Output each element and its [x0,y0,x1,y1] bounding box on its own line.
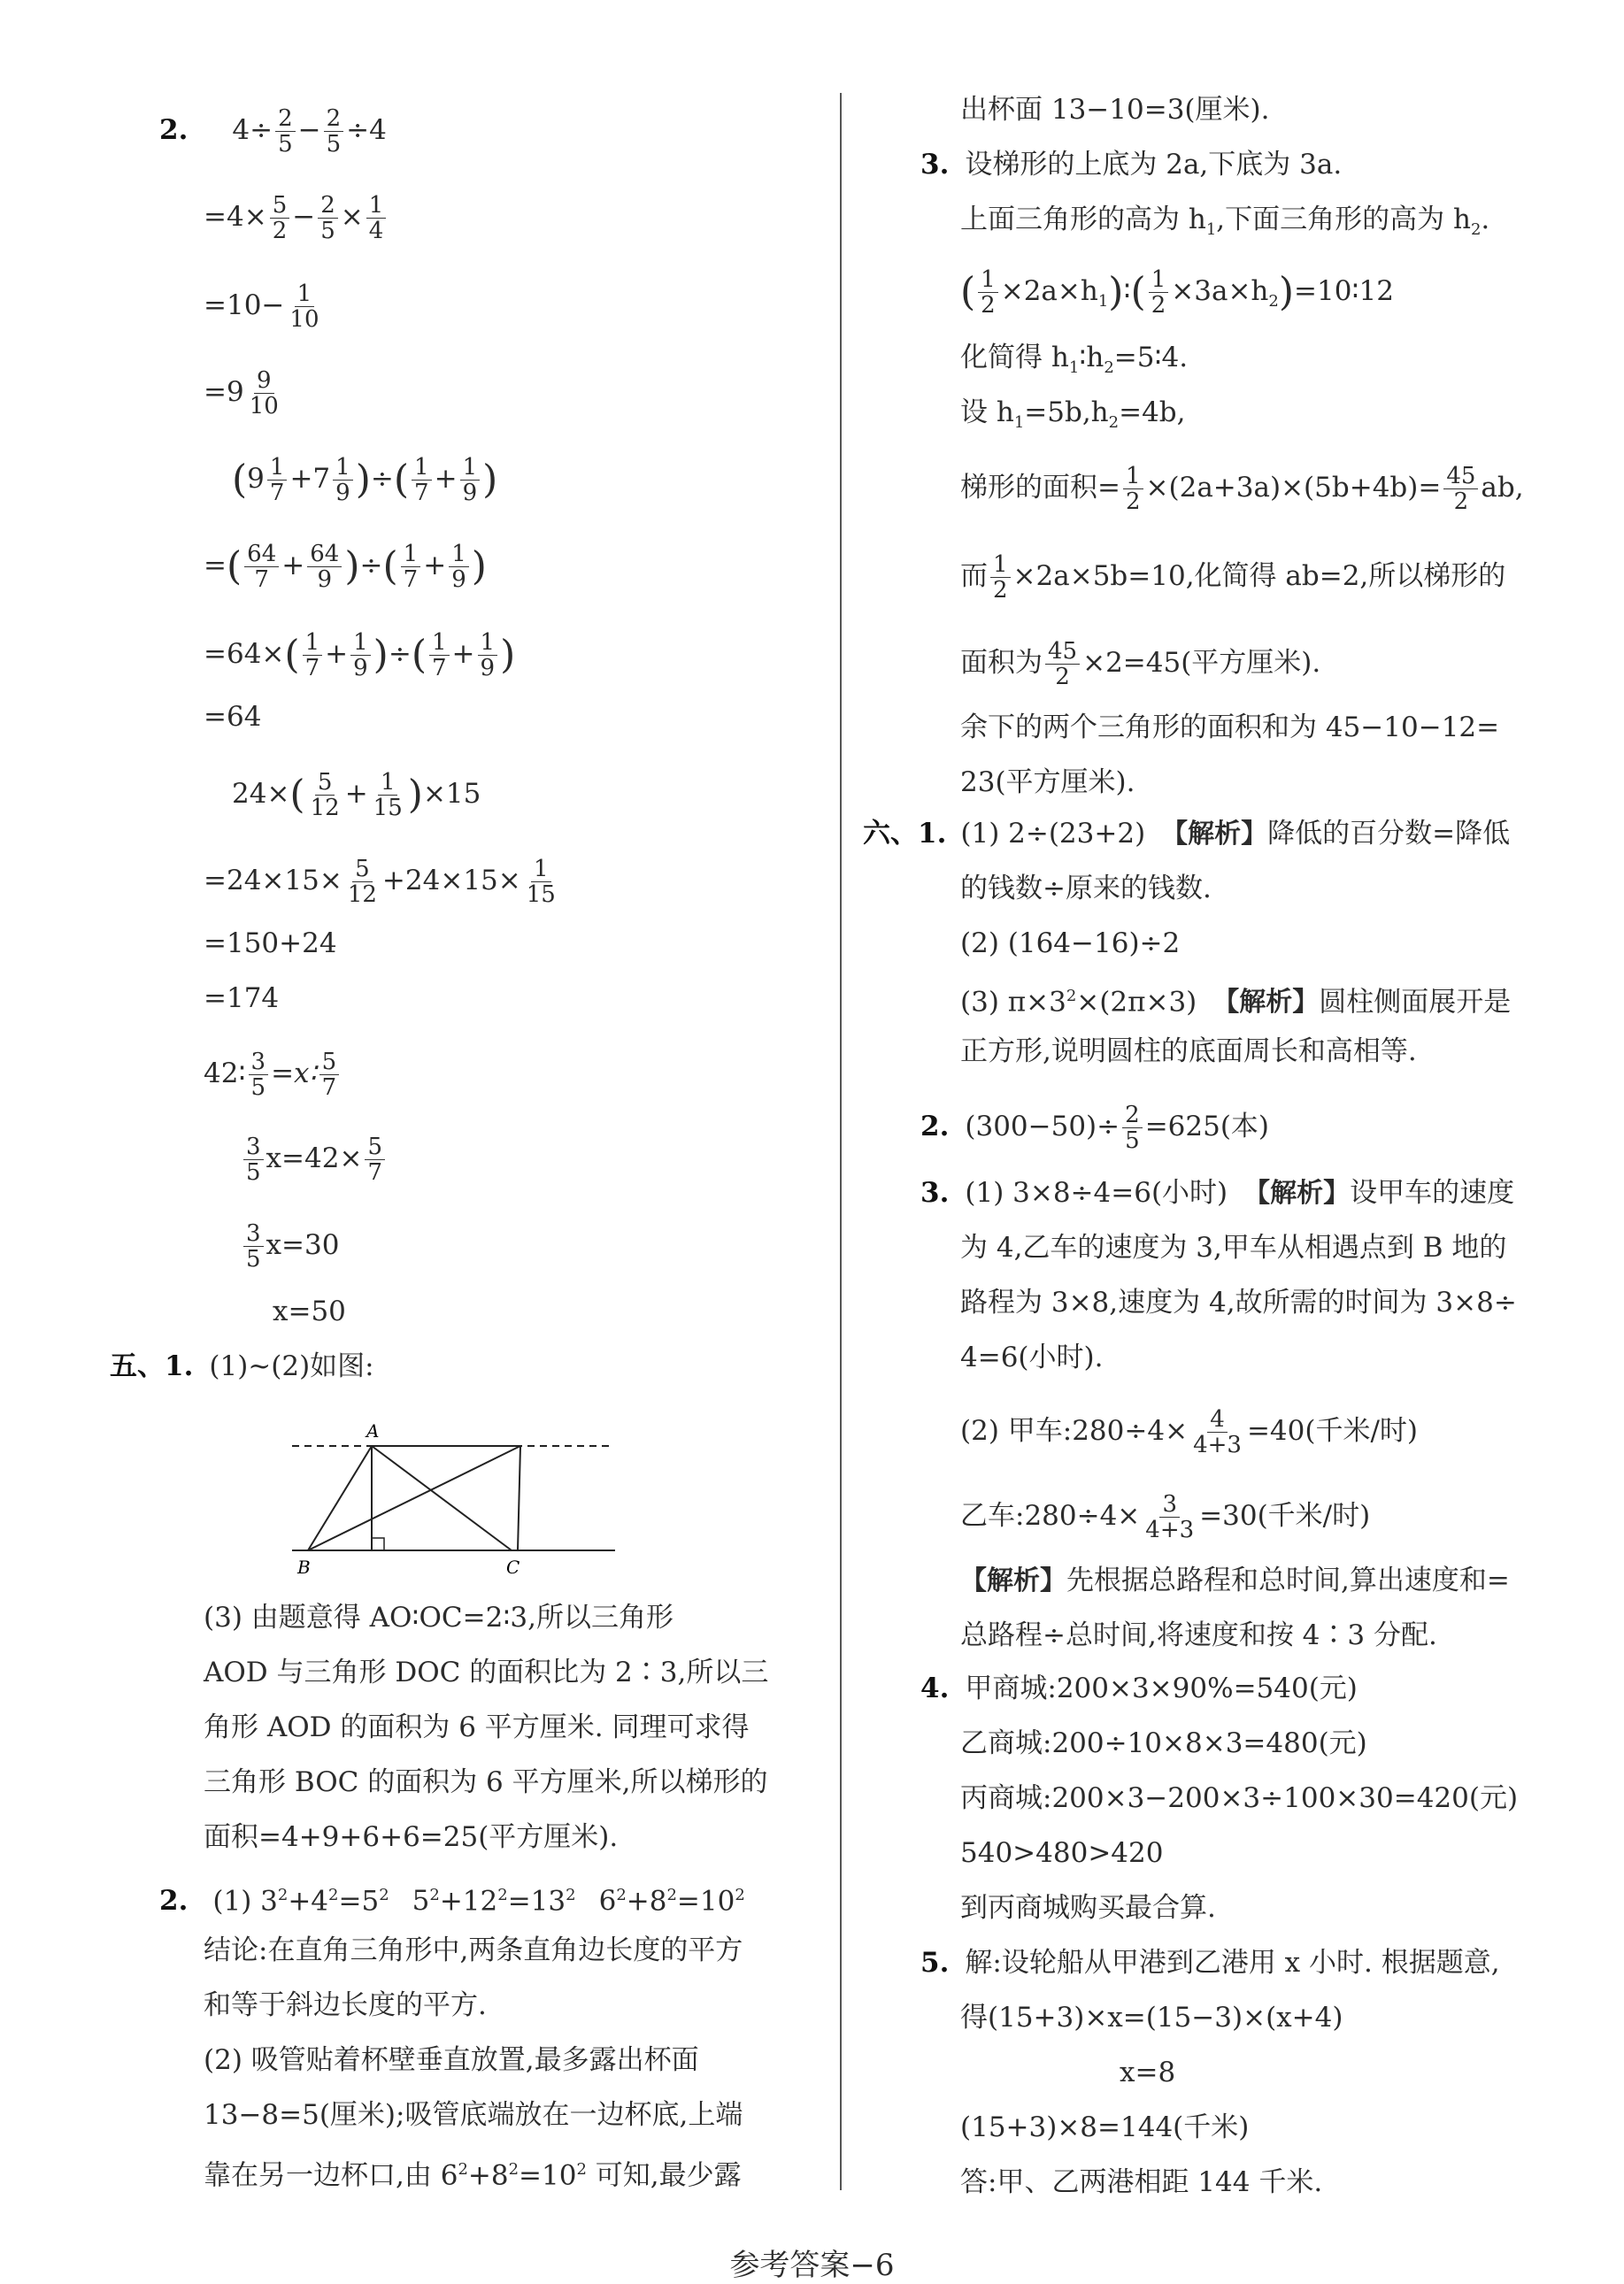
math-line: (9 $\frac{1}{7}$ +7 $\frac{1}{9}$ )÷( $\frac{1}{7}$ + $\frac{1}{9}$ ) [232,454,498,506]
text-line: (3) 由题意得 AO∶OC=2∶3,所以三角形 [204,1602,673,1634]
text-line: 角形 AOD 的面积为 6 平方厘米. 同理可求得 [204,1711,750,1743]
math-line: 而 $\frac{1}{2}$ ×2a×5b=10,化简得 ab=2,所以梯形的 [960,551,1506,604]
section-5-q2: 2. (1) $3^2+4^2=5^2$ $5^2+12^2=13^2$ $6^2+8^2=10^2$ [159,1885,745,1918]
trapezoid-figure [283,1416,637,1584]
text-line: 化简得 $h_1∶h_2=5∶4$. [960,342,1189,378]
text-line: 出杯面 13−10=3(厘米). [960,94,1270,126]
text-line: (3) $\pi\times 3^2\times(2\pi\times 3)$ 【解析】圆柱侧面展开是 [960,986,1512,1019]
math-line: $\frac{3}{5}$ x=42× $\frac{5}{7}$ [241,1134,388,1185]
text-line: 为 4,乙车的速度为 3,甲车从相遇点到 B 地的 [960,1232,1507,1264]
text-line: 的钱数÷原来的钱数. [960,873,1212,904]
section-6-q5: 5. 解:设轮船从甲港到乙港用 x 小时. 根据题意, [920,1947,1500,1979]
text-line: 设 $h_1=5b,h_2=4b$, [960,396,1186,433]
text-line: 13−8=5(厘米);吸管底端放在一边杯底,上端 [204,2099,743,2131]
text-line: (15+3)×8=144(千米) [960,2111,1250,2143]
math-line: =174 [204,982,280,1014]
edge-a-c [372,1446,512,1550]
column-divider [840,93,842,2190]
text-line: (2) (164−16)÷2 [960,927,1181,959]
math-line: =10− $\frac{1}{10}$ [204,281,319,333]
text-line: x=8 [1120,2057,1176,2088]
page-footer: 参考答案−6 [729,2248,895,2283]
text-line: 23(平方厘米). [960,766,1135,798]
text-line: 正方形,说明圆柱的底面周长和高相等. [960,1035,1417,1067]
text-line: 540>480>420 [960,1837,1164,1869]
text-line: 余下的两个三角形的面积和为 45−10−12= [960,711,1500,743]
text-line: 上面三角形的高为 $h_1$,下面三角形的高为 $h_2$. [960,204,1490,240]
text-line: 三角形 BOC 的面积为 6 平方厘米,所以梯形的 [204,1766,768,1798]
text-line: 总路程÷总时间,将速度和按 4∶3 分配. [960,1619,1437,1651]
math-line: ( $\frac{1}{2}$ $\times 2a\times h_1)∶$( $\frac{1}{2}$ $\times 3a\times h_2)=10∶12$ [960,266,1394,319]
math-line: 乙车:280÷4× $\frac{3}{4+3}$ =30(千米/时) [960,1491,1371,1543]
text-line: 靠在另一边杯口,由 $6^2+8^2=10^2$ 可知,最少露 [204,2159,742,2192]
math-line: =150+24 [204,927,337,959]
section-6-q4: 4. 甲商城:200×3×90%=540(元) [920,1673,1358,1704]
math-line: 42∶ $\frac{3}{5}$ =x∶ $\frac{5}{7}$ [204,1050,342,1100]
label-b: B [297,1557,311,1578]
question-3: 3. 设梯形的上底为 2a,下底为 3a. [920,149,1343,181]
section-6-q2: 2. (300−50)÷ $\frac{2}{5}$ =625(本) [920,1102,1270,1154]
text-line: 乙商城:200÷10×8×3=480(元) [960,1727,1367,1759]
right-angle-mark [372,1538,384,1550]
edge-dc [518,1446,520,1550]
text-line: 【解析】先根据总路程和总时间,算出速度和= [960,1565,1510,1596]
math-line: 面积为 $\frac{45}{2}$ ×2=45(平方厘米). [960,638,1321,690]
text-line: 得(15+3)×x=(15−3)×(x+4) [960,2002,1343,2034]
math-line: $\frac{3}{5}$ x=30 [241,1221,339,1272]
section-5-q1: 五、1. (1)~(2)如图: [110,1350,374,1382]
text-line: 路程为 3×8,速度为 4,故所需的时间为 3×8÷ [960,1287,1517,1319]
section-6-q3: 3. (1) 3×8÷4=6(小时) 【解析】设甲车的速度 [920,1177,1515,1209]
text-line: AOD 与三角形 DOC 的面积比为 2∶3,所以三 [204,1657,769,1688]
text-line: 4=6(小时). [960,1342,1104,1373]
line-2-expression: 2. 4÷ $\frac{2}{5}$ − $\frac{2}{5}$ ÷4 [159,105,387,158]
math-line: =64 [204,701,262,733]
math-line: 24×( $\frac{5}{12}$ + $\frac{1}{15}$ )×15 [232,769,481,821]
text-line: 答:甲、乙两港相距 144 千米. [960,2166,1323,2198]
math-line: =64×( $\frac{1}{7}$ + $\frac{1}{9}$ )÷( $\frac{1}{7}$ + $\frac{1}{9}$ ) [204,629,516,681]
text-line: 丙商城:200×3−200×3÷100×30=420(元) [960,1782,1519,1814]
math-line: x=50 [273,1296,346,1327]
math-line: =( $\frac{64}{7}$ + $\frac{64}{9}$ )÷( $\frac{1}{7}$ + $\frac{1}{9}$ ) [204,541,487,593]
text-line: 面积=4+9+6+6=25(平方厘米). [204,1821,619,1853]
text-line: (2) 吸管贴着杯壁垂直放置,最多露出杯面 [204,2044,699,2076]
math-line: =4× $\frac{5}{2}$ − $\frac{2}{5}$ × $\frac{1}{4}$ [204,193,389,243]
math-line: =24×15× $\frac{5}{12}$ +24×15× $\frac{1}{15}$ [204,856,556,908]
text-line: 结论:在直角三角形中,两条直角边长度的平方 [204,1934,743,1966]
math-line: 梯形的面积= $\frac{1}{2}$ ×(2a+3a)×(5b+4b)= $\frac{45}{2}$ ab, [960,463,1524,515]
section-6-q1: 六、1. (1) 2÷(23+2) 【解析】降低的百分数=降低 [863,818,1511,850]
text-line: 到丙商城购买最合算. [960,1892,1216,1924]
math-line: (2) 甲车:280÷4× $\frac{4}{4+3}$ =40(千米/时) [960,1406,1418,1458]
label-c: C [506,1557,520,1578]
label-a: A [366,1420,380,1442]
math-line: =9 $\frac{9}{10}$ [204,367,279,419]
text-line: 和等于斜边长度的平方. [204,1989,487,2021]
